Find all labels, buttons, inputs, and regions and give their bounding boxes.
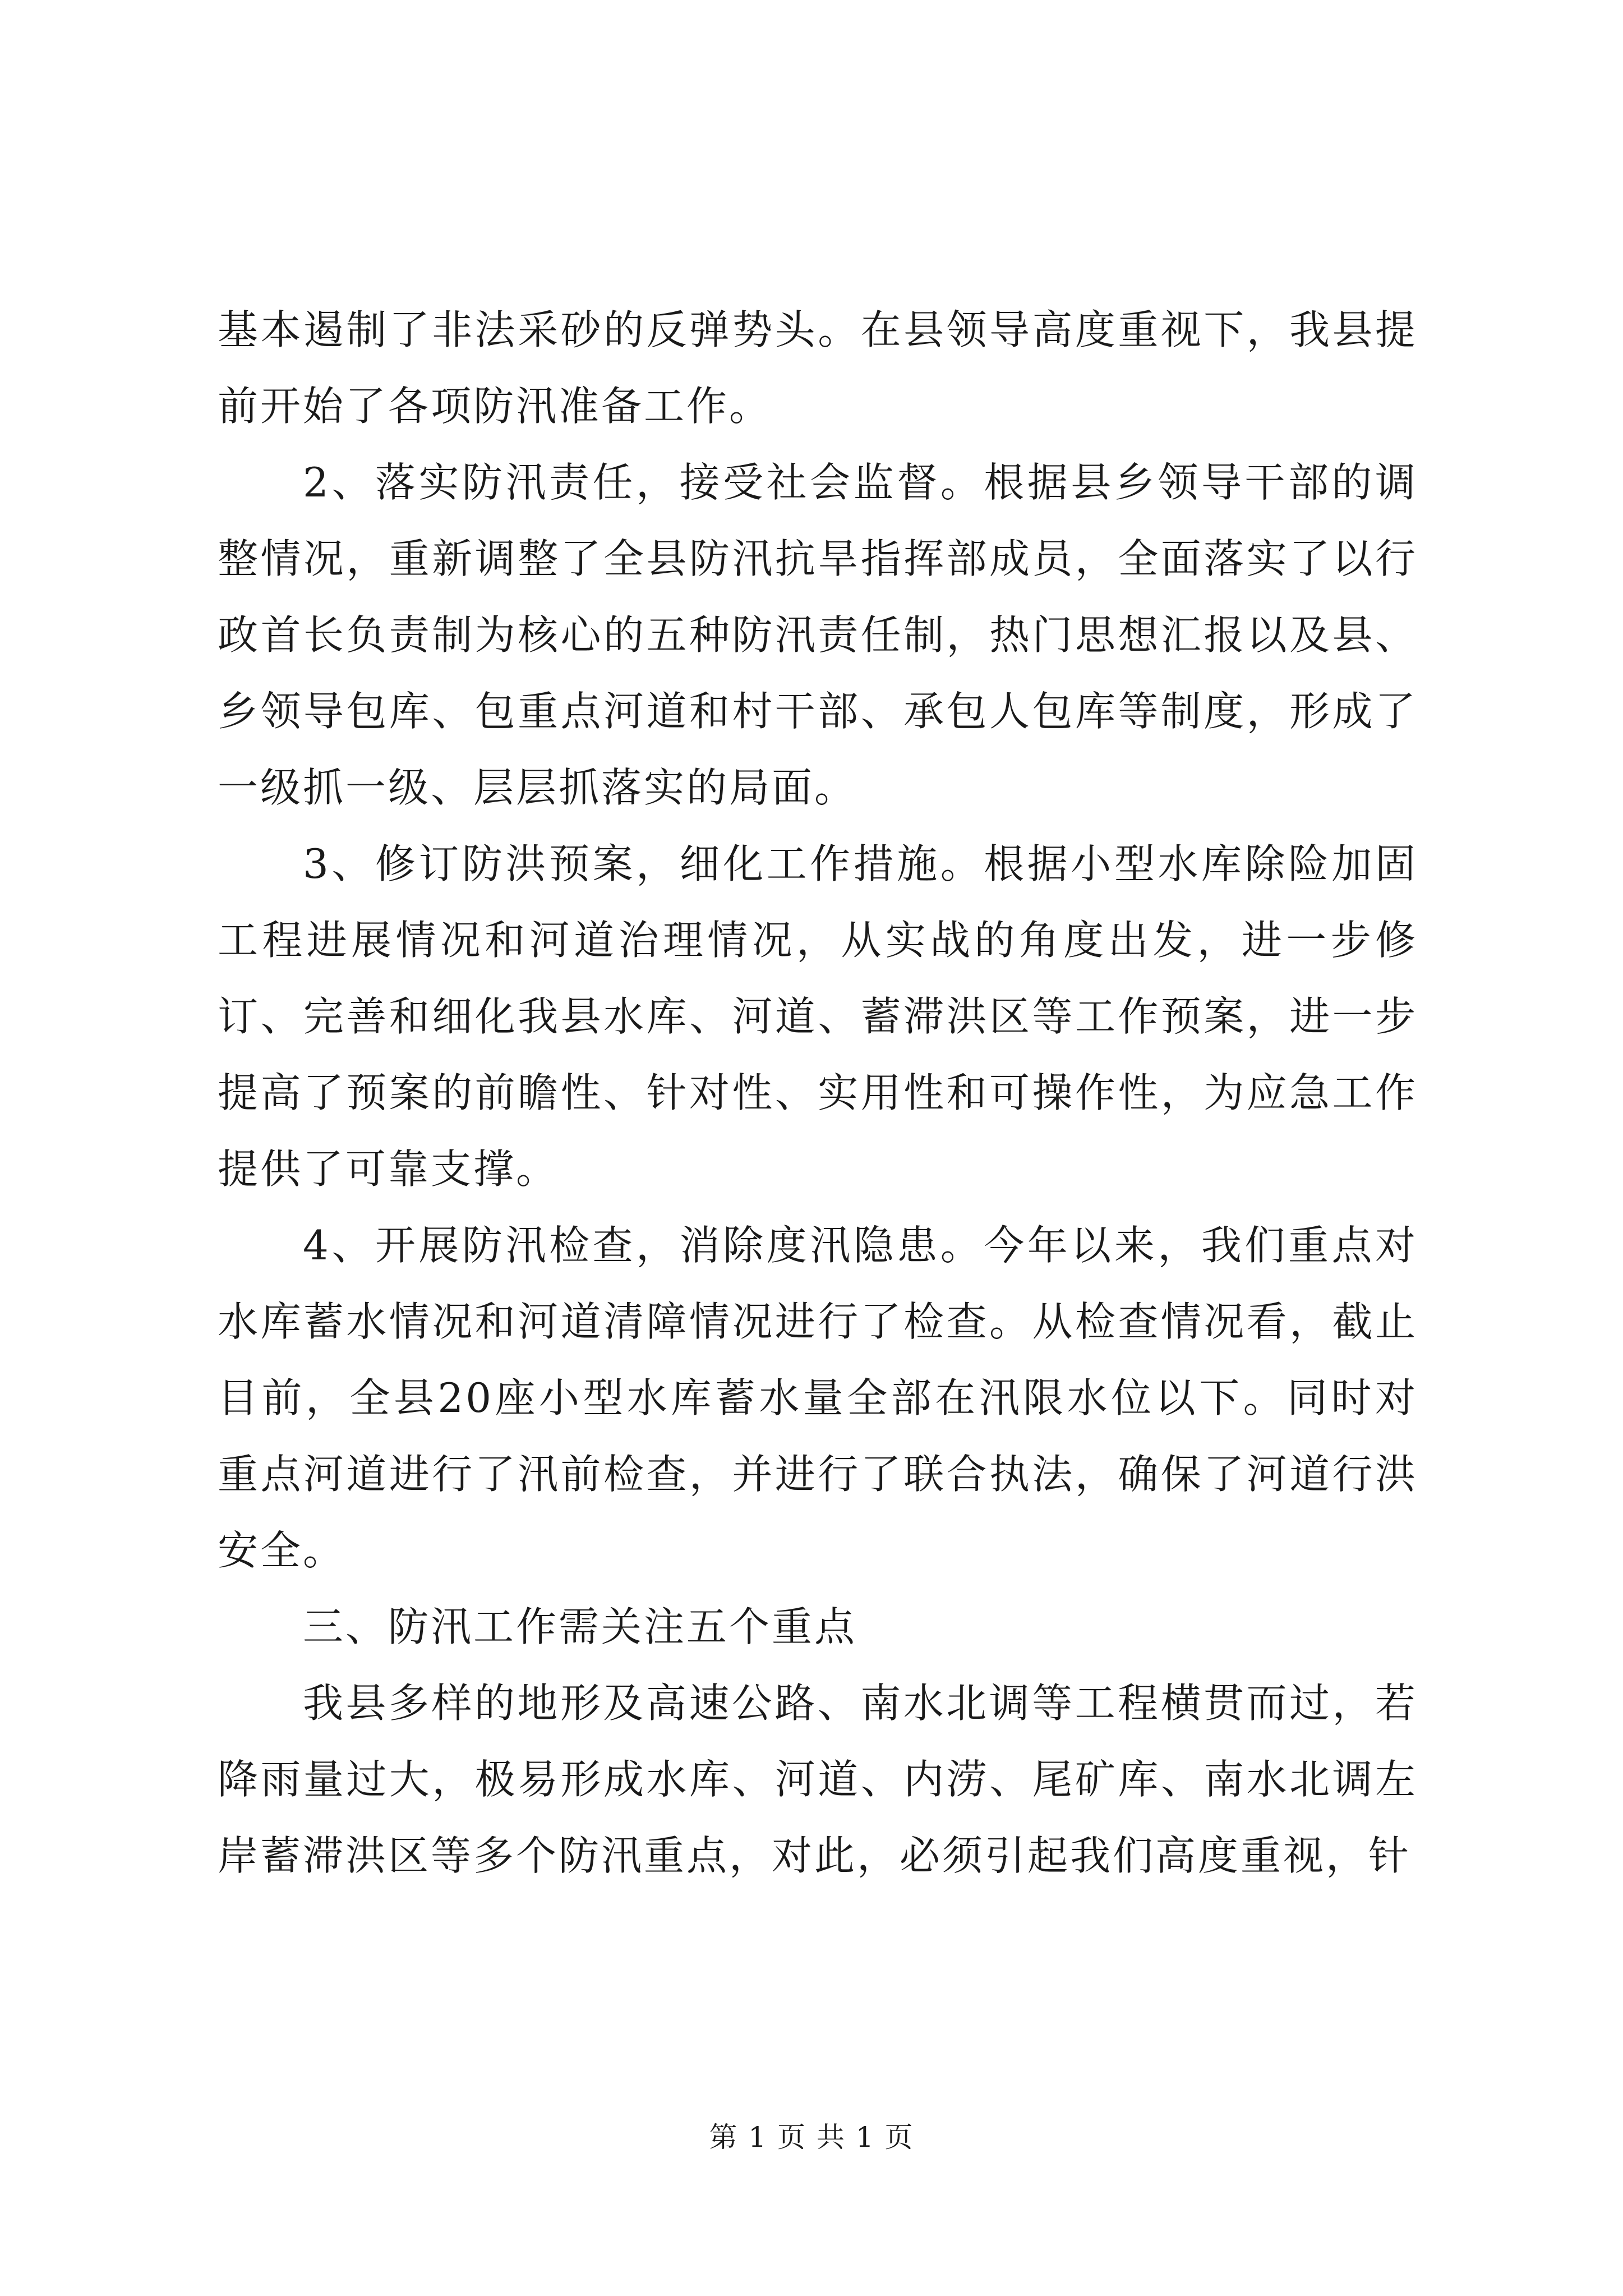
paragraph-section-3-intro: 我县多样的地形及高速公路、南水北调等工程横贯而过，若降雨量过大，极易形成水库、河道、内涝、尾矿库、南水北调左岸蓄滞洪区等多个防汛重点，对此，必须引起我们高度重视，针 [218,1680,1418,1879]
page-footer: 第 1 页 共 1 页 [709,2121,914,2154]
section-heading: 三、防汛工作需关注五个重点 [303,1603,857,1650]
paragraph-item-2: 2、落实防汛责任，接受社会监督。根据县乡领导干部的调整情况，重新调整了全县防汛抗旱指挥部成员，全面落实了以行政首长负责制为核心的五种防汛责任制，热门思想汇报以及县、乡领导包库、包重点河道和村干部、承包人包库等制度，形成了一级抓一级、层层抓落实的局面。 [218,459,1418,811]
paragraph-continuation: 基本遏制了非法采砂的反弹势头。在县领导高度重视下，我县提前开始了各项防汛准备工作。 [218,306,1418,430]
paragraph-item-3: 3、修订防洪预案，细化工作措施。根据小型水库除险加固工程进展情况和河道治理情况，从实战的角度出发，进一步修订、完善和细化我县水库、河道、蓄滞洪区等工作预案，进一步提高了预案的前瞻性、针对性、实用性和可操作性，为应急工作提供了可靠支撑。 [218,840,1418,1193]
paragraph-item-4: 4、开展防汛检查，消除度汛隐患。今年以来，我们重点对水库蓄水情况和河道清障情况进行了检查。从检查情况看，截止目前，全县20座小型水库蓄水量全部在汛限水位以下。同时对重点河道进行了汛前检查，并进行了联合执法，确保了河道行洪安全。 [218,1222,1418,1574]
document-body [218,292,1418,1894]
